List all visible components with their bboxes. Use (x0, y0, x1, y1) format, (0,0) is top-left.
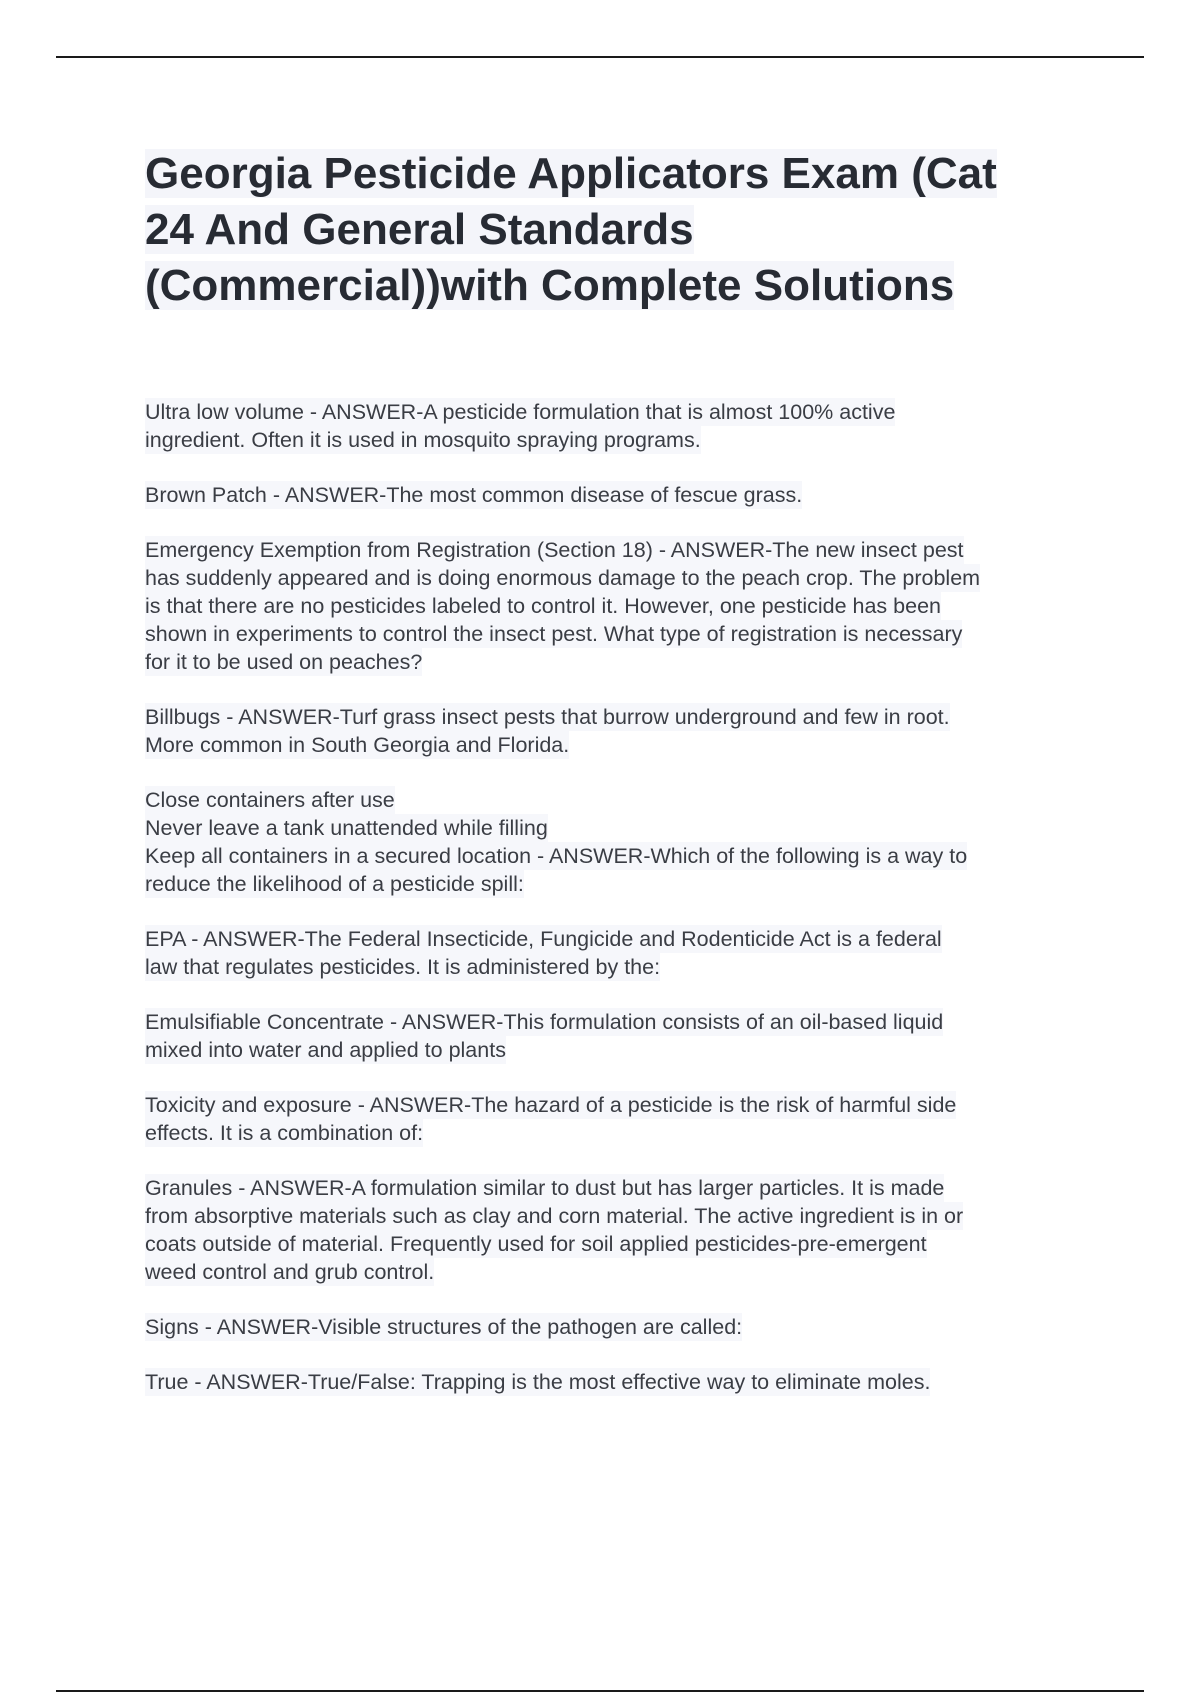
qa-line: mixed into water and applied to plants (145, 1038, 506, 1062)
qa-line: has suddenly appeared and is doing enormous damage to the peach crop. The problem (145, 566, 981, 590)
qa-item (145, 1174, 1090, 1286)
title-line: (Commercial))with Complete Solutions (145, 261, 955, 310)
qa-line: Brown Patch - ANSWER-The most common disease of fescue grass. (145, 483, 803, 507)
title-line: 24 And General Standards (145, 205, 694, 254)
qa-item (145, 481, 1090, 509)
qa-line: is that there are no pesticides labeled to control it. However, one pesticide has been (145, 594, 941, 618)
qa-item (145, 536, 1090, 676)
qa-line: Emergency Exemption from Registration (Section 18) - ANSWER-The new insect pest (145, 538, 964, 562)
document-title (145, 146, 1090, 314)
qa-item (145, 703, 1090, 759)
bottom-rule (56, 1690, 1144, 1692)
title-line: Georgia Pesticide Applicators Exam (Cat (145, 149, 997, 198)
qa-line: EPA - ANSWER-The Federal Insecticide, Fungicide and Rodenticide Act is a federal (145, 927, 942, 951)
top-rule (56, 56, 1144, 58)
qa-line: More common in South Georgia and Florida. (145, 733, 570, 757)
qa-line: law that regulates pesticides. It is administered by the: (145, 955, 661, 979)
qa-line: Toxicity and exposure - ANSWER-The hazard of a pesticide is the risk of harmful side (145, 1093, 957, 1117)
qa-line: Keep all containers in a secured location - ANSWER-Which of the following is a way to (145, 844, 968, 868)
qa-line: for it to be used on peaches? (145, 650, 423, 674)
qa-line: from absorptive materials such as clay and corn material. The active ingredient is in or (145, 1204, 964, 1228)
qa-item (145, 1368, 1090, 1396)
qa-line: effects. It is a combination of: (145, 1121, 424, 1145)
qa-line: ingredient. Often it is used in mosquito spraying programs. (145, 428, 701, 452)
qa-line: Never leave a tank unattended while filling (145, 816, 548, 840)
qa-line: weed control and grub control. (145, 1260, 435, 1284)
qa-line: Signs - ANSWER-Visible structures of the pathogen are called: (145, 1315, 743, 1339)
qa-line: Granules - ANSWER-A formulation similar to dust but has larger particles. It is made (145, 1176, 945, 1200)
qa-item (145, 786, 1090, 898)
qa-item (145, 925, 1090, 981)
qa-item (145, 398, 1090, 454)
qa-line: shown in experiments to control the insect pest. What type of registration is necessary (145, 622, 963, 646)
qa-line: Ultra low volume - ANSWER-A pesticide formulation that is almost 100% active (145, 400, 896, 424)
qa-item (145, 1091, 1090, 1147)
qa-line: Emulsifiable Concentrate - ANSWER-This formulation consists of an oil-based liquid (145, 1010, 944, 1034)
qa-item (145, 1313, 1090, 1341)
qa-line: Close containers after use (145, 788, 395, 812)
qa-line: reduce the likelihood of a pesticide spill: (145, 872, 524, 896)
qa-line: True - ANSWER-True/False: Trapping is the most effective way to eliminate moles. (145, 1370, 931, 1394)
qa-list (145, 398, 1090, 1396)
qa-item (145, 1008, 1090, 1064)
qa-line: Billbugs - ANSWER-Turf grass insect pests that burrow underground and few in root. (145, 705, 950, 729)
document-body (145, 146, 1090, 1423)
qa-line: coats outside of material. Frequently used for soil applied pesticides-pre-emergent (145, 1232, 927, 1256)
